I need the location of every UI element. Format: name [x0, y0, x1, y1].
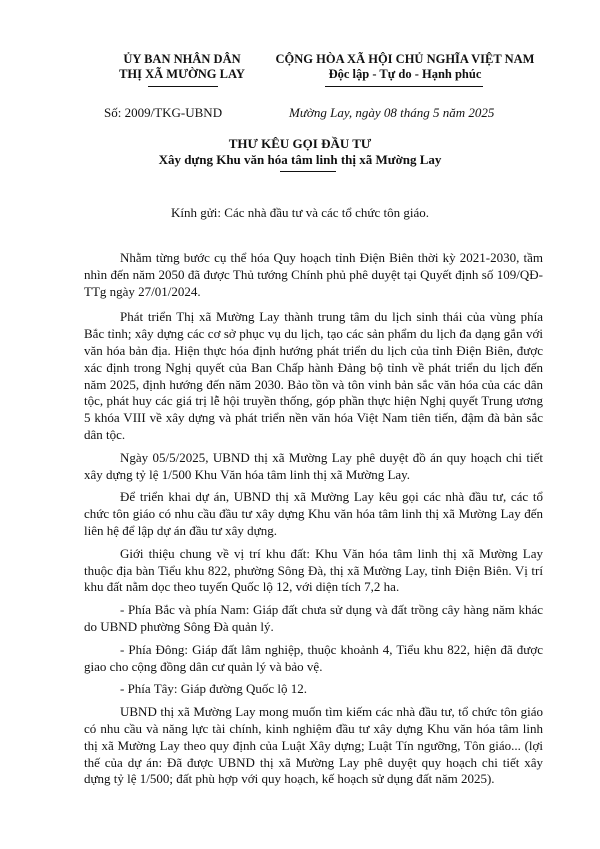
nation-line-2: Độc lập - Tự do - Hạnh phúc	[328, 67, 482, 81]
title-underline	[280, 171, 336, 172]
boundary-east: - Phía Đông: Giáp đất lâm nghiệp, thuộc khoảnh 4, Tiểu khu 822, hiện đã được giao cho cộng đồng dân cư quản lý và bảo vệ.	[84, 641, 543, 674]
national-motto	[268, 52, 542, 82]
title-line-2: Xây dựng Khu văn hóa tâm linh thị xã Mường Lay	[158, 152, 442, 167]
paragraph: UBND thị xã Mường Lay mong muốn tìm kiếm các nhà đầu tư, tổ chức tôn giáo có nhu cầu và năng lực tài chính, kinh nghiệm đầu tư xây dựng Khu văn hóa tâm linh thị xã Mường Lay theo quy định của Luật Xây dựng; Luật Tín ngưỡng, Tôn giáo... (lợi thế của dự án: Đã được UBND thị xã Mường Lay phê duyệt quy hoạch chi tiết xây dựng tỷ lệ 1/500; đất phù hợp với quy hoạch, kế hoạch sử dụng đất năm 2025).	[84, 704, 543, 787]
salutation: Kính gửi: Các nhà đầu tư và các tổ chức tôn giáo.	[171, 205, 429, 220]
paragraph: Giới thiệu chung về vị trí khu đất: Khu Văn hóa tâm linh thị xã Mường Lay thuộc địa bàn Tiểu khu 822, phường Sông Đà, thị xã Mường Lay, tỉnh Điện Biên. Vị trí khu đất nằm dọc theo tuyến Quốc lộ 12, với diện tích 7,2 ha.	[84, 545, 543, 595]
paragraph: Phát triển Thị xã Mường Lay thành trung tâm du lịch sinh thái của vùng phía Bắc tỉnh; xây dựng các cơ sở phục vụ du lịch, tạo các sản phẩm du lịch đa dạng gắn với văn hóa bản địa. Hiện thực hóa định hướng phát triển du lịch của tỉnh Điện Biên, được xác định trong Nghị quyết của Ban Chấp hành Đảng bộ tỉnh về phát triển du lịch đến năm 2025, định hướng đến năm 2030. Bảo tồn và tôn vinh bản sắc văn hóa của các dân tộc, phát huy các giá trị lễ hội truyền thống, góp phần thực hiện Nghị quyết Trung ương 5 khóa VIII về xây dựng và phát triển nền văn hóa Việt Nam tiên tiến, đậm đà bản sắc dân tộc.	[84, 309, 543, 442]
paragraph: Ngày 05/5/2025, UBND thị xã Mường Lay phê duyệt đồ án quy hoạch chi tiết xây dựng tỷ lệ 1/500 Khu Văn hóa tâm linh thị xã Mường Lay.	[84, 449, 543, 482]
motto-underline	[325, 86, 483, 87]
agency-line-1: ỦY BAN NHÂN DÂN	[123, 52, 241, 66]
issuing-agency	[92, 52, 272, 82]
boundary-north-south: - Phía Bắc và phía Nam: Giáp đất chưa sử dụng và đất trồng cây hàng năm khác do UBND phường Sông Đà quản lý.	[84, 602, 543, 634]
letter-body	[84, 250, 543, 794]
boundary-west: - Phía Tây: Giáp đường Quốc lộ 12.	[120, 681, 307, 697]
place-and-date: Mường Lay, ngày 08 tháng 5 năm 2025	[289, 105, 495, 120]
paragraph: Để triển khai dự án, UBND thị xã Mường Lay kêu gọi các nhà đầu tư, các tổ chức tôn giáo có nhu cầu đầu tư xây dựng Khu văn hóa tâm linh thị xã Mường Lay đến liên hệ để lập dự án đầu tư xây dựng.	[84, 489, 543, 538]
title-line-1: THƯ KÊU GỌI ĐẦU TƯ	[228, 136, 372, 151]
paragraph: Nhằm từng bước cụ thể hóa Quy hoạch tỉnh Điện Biên thời kỳ 2021-2030, tầm nhìn đến năm 2050 đã được Thủ tướng Chính phủ phê duyệt tại Quyết định số 109/QĐ-TTg ngày 27/01/2024.	[84, 250, 543, 299]
agency-line-2: THỊ XÃ MƯỜNG LAY	[119, 67, 245, 81]
nation-line-1: CỘNG HÒA XÃ HỘI CHỦ NGHĨA VIỆT NAM	[275, 52, 535, 66]
agency-underline	[148, 86, 218, 87]
document-number: Số: 2009/TKG-UBND	[104, 105, 223, 120]
document-title	[0, 136, 600, 168]
